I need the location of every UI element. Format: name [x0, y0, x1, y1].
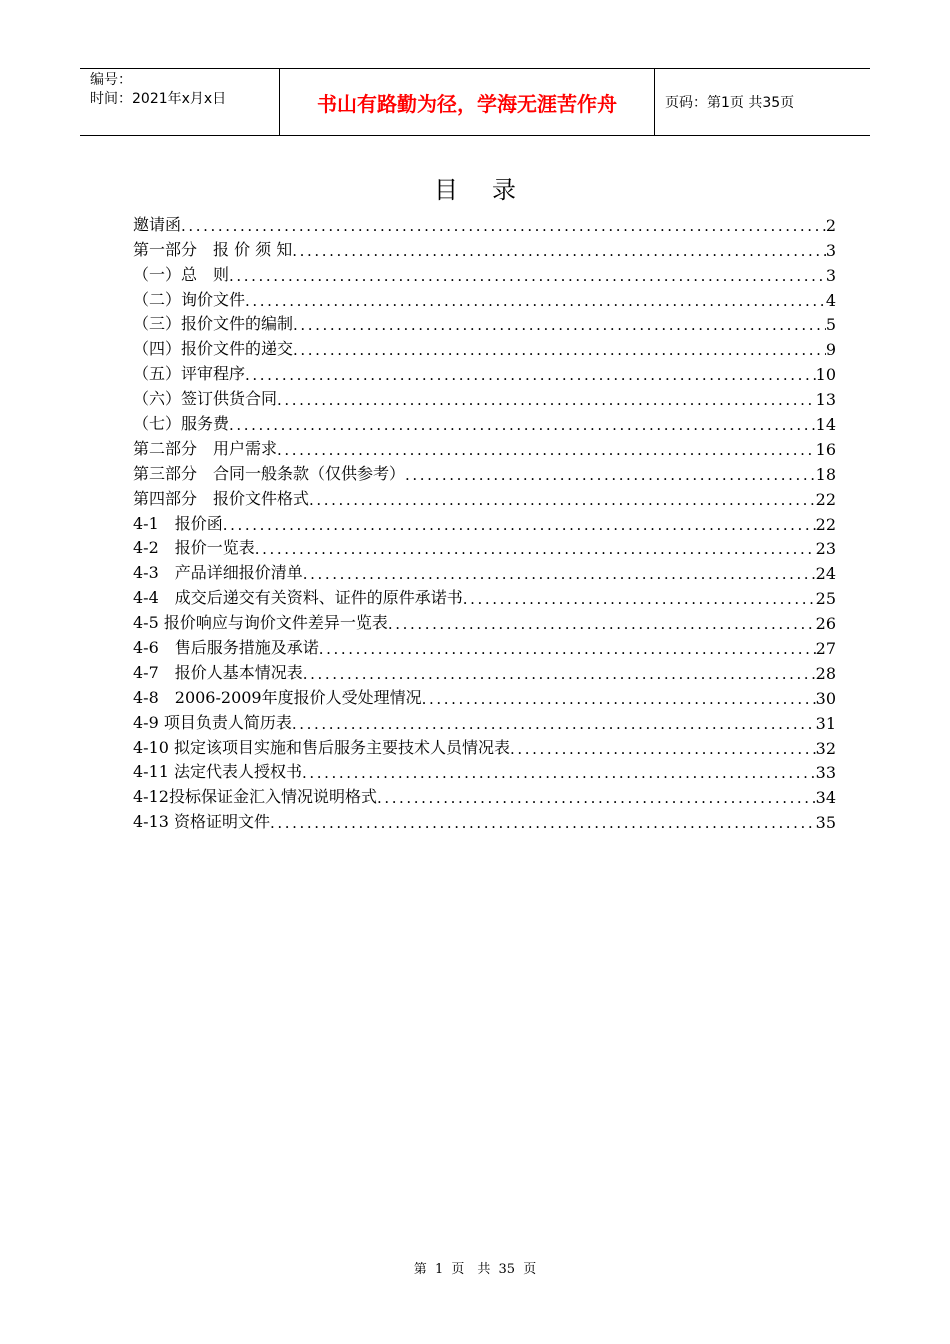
toc-dot-leader — [229, 416, 816, 434]
toc-entry-page: 18 — [815, 464, 836, 484]
toc-dot-leader — [303, 565, 816, 583]
toc-entry-page: 33 — [815, 763, 836, 783]
table-of-contents — [133, 210, 836, 832]
toc-dot-leader — [388, 615, 816, 633]
toc-entry[interactable] — [133, 459, 836, 484]
toc-entry-label: （六）签订供货合同 — [133, 389, 278, 409]
header-meta — [80, 69, 280, 135]
toc-dot-leader — [223, 516, 816, 534]
toc-entry-page: 23 — [815, 539, 836, 559]
toc-entry[interactable] — [133, 434, 836, 459]
toc-entry[interactable] — [133, 558, 836, 583]
toc-entry-label: 第四部分 报价文件格式 — [133, 488, 310, 508]
toc-entry-label: 4-4 成交后递交有关资料、证件的原件承诺书 — [133, 588, 463, 608]
document-number-label: 编号： — [90, 72, 132, 88]
toc-entry[interactable] — [133, 782, 836, 807]
toc-entry[interactable] — [133, 633, 836, 658]
toc-dot-leader — [422, 690, 816, 708]
toc-entry-page: 28 — [815, 663, 836, 683]
footer-mid: 页 共 — [451, 1262, 491, 1277]
toc-entry[interactable] — [133, 658, 836, 683]
footer-prefix: 第 — [413, 1262, 427, 1277]
toc-entry-label: 4-2 报价一览表 — [133, 538, 255, 558]
toc-dot-leader — [229, 267, 826, 285]
toc-entry-label: 4-8 2006-2009年度报价人受处理情况 — [133, 687, 422, 707]
toc-entry[interactable] — [133, 334, 836, 359]
toc-entry[interactable] — [133, 310, 836, 335]
toc-entry[interactable] — [133, 285, 836, 310]
toc-entry-page: 31 — [815, 713, 836, 733]
toc-title: 目录 — [434, 176, 550, 204]
toc-entry-label: （七）服务费 — [133, 414, 230, 434]
toc-dot-leader — [309, 491, 816, 509]
toc-dot-leader — [510, 740, 816, 758]
toc-dot-leader — [292, 242, 826, 260]
header-motto: 书山有路勤为径，学海无涯苦作舟 — [280, 69, 655, 135]
toc-entry-page: 35 — [815, 813, 836, 833]
toc-entry-label: （三）报价文件的编制 — [133, 314, 294, 334]
toc-dot-leader — [405, 466, 816, 484]
toc-entry-label: 第二部分 用户需求 — [133, 438, 278, 458]
toc-entry[interactable] — [133, 583, 836, 608]
toc-dot-leader — [319, 640, 816, 658]
toc-entry-page: 9 — [825, 340, 836, 360]
toc-entry-page: 2 — [825, 215, 836, 235]
toc-entry-page: 10 — [815, 365, 836, 385]
toc-entry-label: 4-11 法定代表人授权书 — [133, 762, 303, 782]
toc-entry-label: 4-12投标保证金汇入情况说明格式 — [133, 787, 377, 807]
toc-dot-leader — [270, 814, 816, 832]
toc-entry-label: 4-10 拟定该项目实施和售后服务主要技术人员情况表 — [133, 737, 511, 757]
footer-suffix: 页 — [523, 1262, 537, 1277]
toc-entry-page: 14 — [815, 415, 836, 435]
toc-dot-leader — [303, 665, 816, 683]
toc-dot-leader — [245, 366, 816, 384]
toc-entry-label: （一）总 则 — [133, 264, 230, 284]
toc-entry-label: 第三部分 合同一般条款（仅供参考） — [133, 463, 406, 483]
toc-entry[interactable] — [133, 807, 836, 832]
toc-dot-leader — [463, 590, 816, 608]
toc-entry-page: 27 — [815, 639, 836, 659]
toc-entry-label: （四）报价文件的递交 — [133, 339, 294, 359]
toc-entry[interactable] — [133, 384, 836, 409]
footer-total-pages: 35 — [498, 1262, 516, 1277]
toc-dot-leader — [277, 391, 816, 409]
toc-entry-label: 4-9 项目负责人简历表 — [133, 712, 292, 732]
footer-current-page: 1 — [434, 1262, 444, 1277]
toc-entry-page: 25 — [815, 589, 836, 609]
toc-dot-leader — [293, 316, 826, 334]
toc-entry-page: 5 — [825, 315, 836, 335]
toc-dot-leader — [277, 441, 816, 459]
toc-entry-page: 34 — [815, 788, 836, 808]
toc-entry[interactable] — [133, 608, 836, 633]
toc-entry-label: 4-13 资格证明文件 — [133, 812, 271, 832]
toc-entry-page: 13 — [815, 390, 836, 410]
toc-entry-page: 22 — [815, 514, 836, 534]
toc-entry-page: 3 — [825, 240, 836, 260]
toc-entry[interactable] — [133, 484, 836, 509]
document-time: 时间：2021年x月x日 — [90, 91, 227, 107]
toc-entry-page: 30 — [815, 688, 836, 708]
page-footer — [0, 1258, 950, 1277]
toc-dot-leader — [293, 341, 826, 359]
toc-dot-leader — [255, 540, 816, 558]
toc-entry[interactable] — [133, 509, 836, 534]
toc-entry-page: 32 — [815, 738, 836, 758]
toc-entry-label: （二）询价文件 — [133, 289, 246, 309]
toc-dot-leader — [181, 217, 826, 235]
toc-entry-label: 4-6 售后服务措施及承诺 — [133, 638, 319, 658]
toc-entry[interactable] — [133, 409, 836, 434]
toc-dot-leader — [245, 292, 826, 310]
toc-entry-label: （五）评审程序 — [133, 364, 246, 384]
toc-entry-page: 4 — [825, 290, 836, 310]
page-header — [80, 68, 870, 136]
toc-entry-label: 第一部分 报 价 须 知 — [133, 239, 293, 259]
toc-dot-leader — [377, 789, 816, 807]
toc-entry[interactable] — [133, 235, 836, 260]
header-page-info: 页码：第1页 共35页 — [665, 95, 795, 111]
toc-entry[interactable] — [133, 758, 836, 783]
toc-entry[interactable] — [133, 708, 836, 733]
toc-entry[interactable] — [133, 359, 836, 384]
toc-entry-page: 24 — [815, 564, 836, 584]
toc-entry-label: 4-7 报价人基本情况表 — [133, 662, 303, 682]
toc-entry-label: 4-3 产品详细报价清单 — [133, 563, 303, 583]
toc-entry[interactable] — [133, 260, 836, 285]
toc-entry-label: 4-5 报价响应与询价文件差异一览表 — [133, 613, 388, 633]
toc-entry-page: 26 — [815, 614, 836, 634]
toc-dot-leader — [302, 764, 816, 782]
toc-entry[interactable] — [133, 210, 836, 235]
toc-entry-label: 邀请函 — [133, 214, 182, 234]
toc-entry[interactable] — [133, 683, 836, 708]
toc-entry-page: 16 — [815, 439, 836, 459]
toc-entry[interactable] — [133, 733, 836, 758]
toc-entry-page: 3 — [825, 265, 836, 285]
toc-entry-page: 22 — [815, 489, 836, 509]
toc-entry-label: 4-1 报价函 — [133, 513, 223, 533]
toc-dot-leader — [292, 715, 816, 733]
toc-entry[interactable] — [133, 534, 836, 559]
